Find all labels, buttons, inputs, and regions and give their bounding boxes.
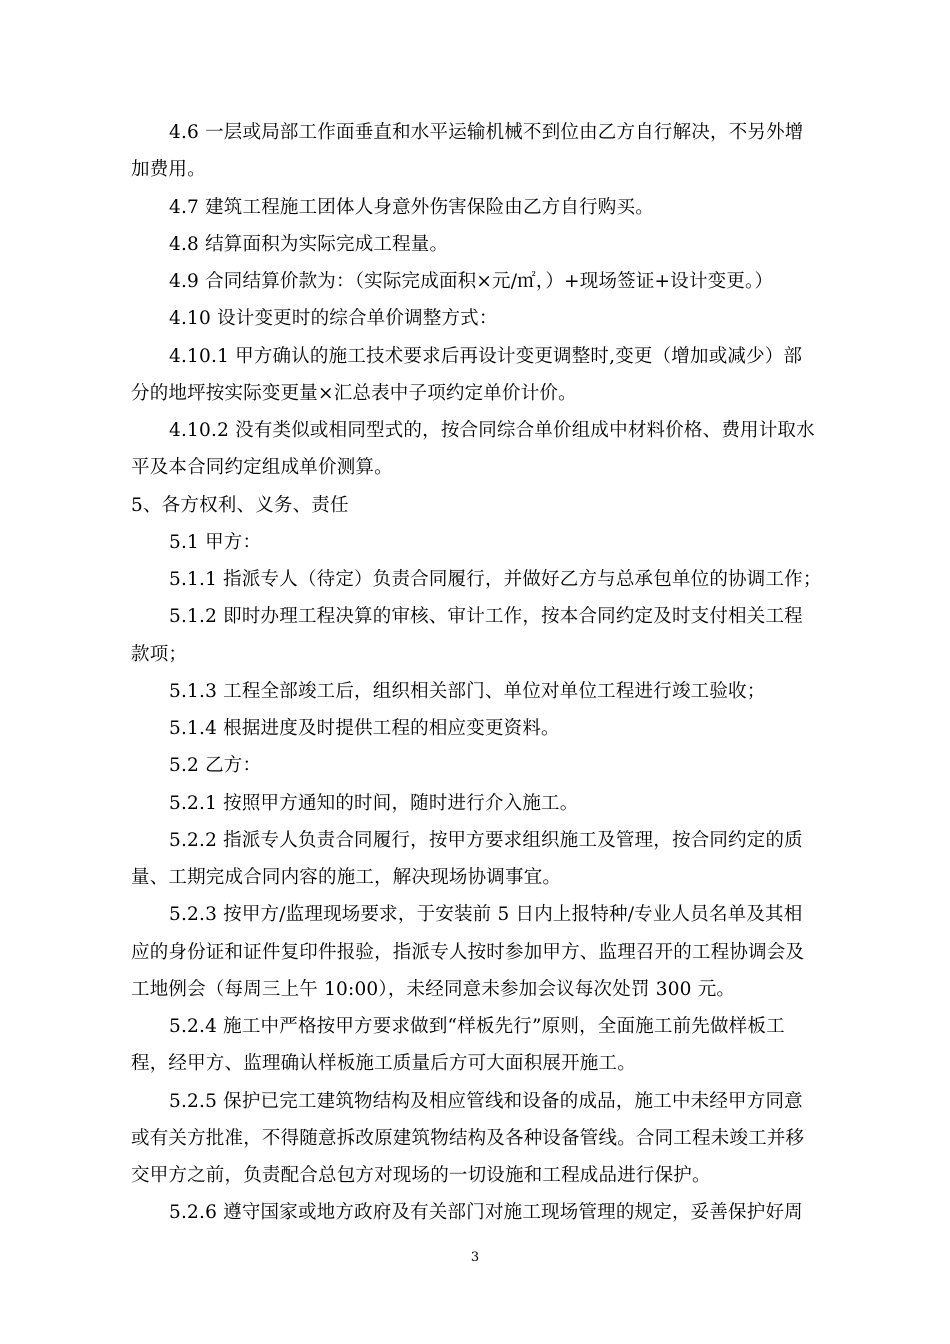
- clause-5-2-3-line-1: 5.2.3 按甲方/监理现场要求，于安装前 5 日内上报特种/专业人员名单及其相: [169, 904, 803, 925]
- clause-4-9: 4.9 合同结算价款为：（实际完成面积×元/㎡，）+现场签证+设计变更。）: [169, 271, 774, 292]
- section-5-heading: 5、各方权利、义务、责任: [131, 495, 349, 516]
- clause-5-1-2-line-1: 5.1.2 即时办理工程决算的审核、审计工作，按本合同约定及时支付相关工程: [169, 606, 803, 627]
- clause-5-2-2-line-2: 量、工期完成合同内容的施工，解决现场协调事宜。: [131, 867, 562, 888]
- clause-5-2-5-line-3: 交甲方之前，负责配合总包方对现场的一切设施和工程成品进行保护。: [131, 1165, 711, 1186]
- clause-5-2-4-line-1: 5.2.4 施工中严格按甲方要求做到“样板先行”原则，全面施工前先做样板工: [169, 1016, 785, 1037]
- clause-4-6-line-1: 4.6 一层或局部工作面垂直和水平运输机械不到位由乙方自行解决，不另外增: [169, 122, 804, 143]
- page-number: 3: [470, 1250, 480, 1265]
- clause-5-1-2-line-2: 款项；: [131, 644, 188, 665]
- clause-4-8: 4.8 结算面积为实际完成工程量。: [169, 234, 449, 255]
- clause-4-10-2-line-1: 4.10.2 没有类似或相同型式的，按合同综合单价组成中材料价格、费用计取水: [169, 420, 815, 441]
- clause-5-2-6-line-1: 5.2.6 遵守国家或地方政府及有关部门对施工现场管理的规定，妥善保护好周: [169, 1202, 803, 1223]
- clause-5-2-1: 5.2.1 按照甲方通知的时间，随时进行介入施工。: [169, 793, 579, 814]
- clause-5-2-4-line-2: 程，经甲方、监理确认样板施工质量后方可大面积展开施工。: [131, 1053, 636, 1074]
- clause-4-10: 4.10 设计变更时的综合单价调整方式：: [169, 308, 498, 329]
- clause-5-1-4: 5.1.4 根据进度及时提供工程的相应变更资料。: [169, 718, 560, 739]
- clause-5-2-5-line-1: 5.2.5 保护已完工建筑物结构及相应管线和设备的成品，施工中未经甲方同意: [169, 1091, 803, 1112]
- clause-5-2-3-line-3: 工地例会（每周三上午 10:00），未经同意未参加会议每次处罚 300 元。: [131, 979, 736, 1000]
- clause-5-2-5-line-2: 或有关方批准，不得随意拆改原建筑物结构及各种设备管线。合同工程未竣工并移: [131, 1128, 805, 1149]
- clause-5-2-2-line-1: 5.2.2 指派专人负责合同履行，按甲方要求组织施工及管理，按合同约定的质: [169, 830, 803, 851]
- clause-4-10-2-line-2: 平及本合同约定组成单价测算。: [131, 457, 393, 478]
- clause-5-1-heading: 5.1 甲方：: [169, 532, 262, 553]
- clause-4-6-line-2: 加费用。: [131, 159, 206, 180]
- clause-5-1-1: 5.1.1 指派专人（待定）负责合同履行，并做好乙方与总承包单位的协调工作；: [169, 569, 822, 590]
- clause-5-2-3-line-2: 应的身份证和证件复印件报验，指派专人按时参加甲方、监理召开的工程协调会及: [131, 942, 805, 963]
- clause-4-10-1-line-1: 4.10.1 甲方确认的施工技术要求后再设计变更调整时,变更（增加或减少）部: [169, 346, 803, 367]
- clause-4-7: 4.7 建筑工程施工团体人身意外伤害保险由乙方自行购买。: [169, 197, 654, 218]
- clause-5-2-heading: 5.2 乙方：: [169, 755, 262, 776]
- clause-5-1-3: 5.1.3 工程全部竣工后，组织相关部门、单位对单位工程进行竣工验收；: [169, 681, 766, 702]
- clause-4-10-1-line-2: 分的地坪按实际变更量×汇总表中子项约定单价计价。: [131, 383, 577, 404]
